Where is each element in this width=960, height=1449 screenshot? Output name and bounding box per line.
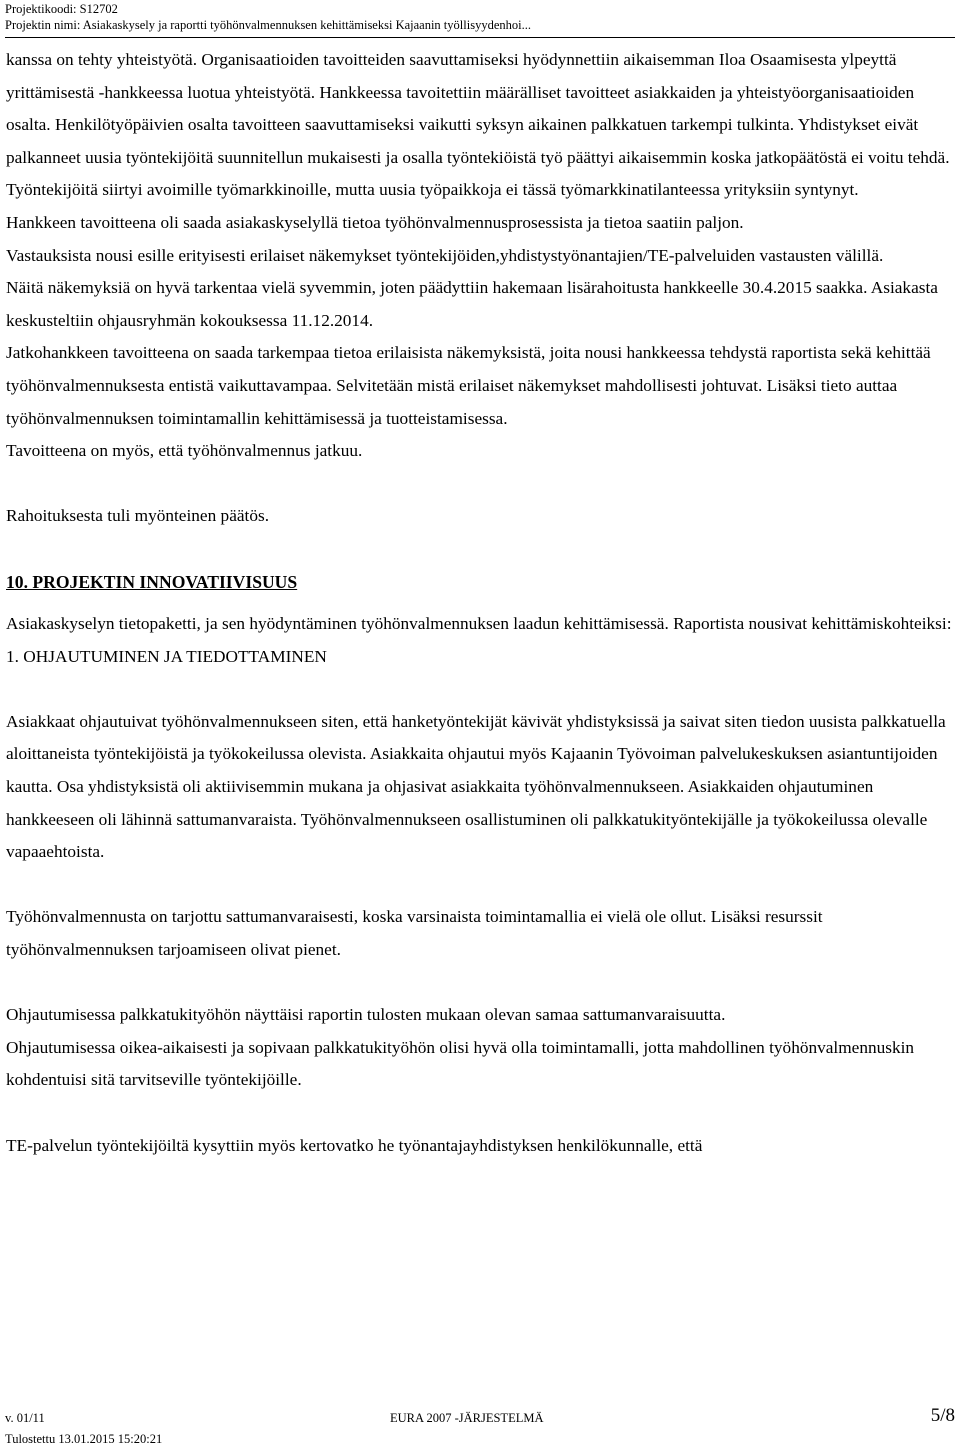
section-intro: Asiakaskyselyn tietopaketti, ja sen hyödyntäminen työhönvalmennuksen laadun kehittämisessä. Raportista nousivat kehittämiskohteiksi:: [6, 614, 952, 634]
paragraph-random-offering: Työhönvalmennusta on tarjottu sattumanvaraisesti, koska varsinaista toimintamallia ei vielä ole ollut. Lisäksi resurssit työhönvalmennuksen tarjoamiseen olivat pienet.: [6, 907, 823, 960]
header-divider: [5, 37, 955, 38]
paragraph-goal: Hankkeen tavoitteena oli saada asiakaskyselyllä tietoa työhönvalmennusprosessista ja tietoa saatiin paljon.: [6, 212, 744, 232]
body-text: [6, 44, 954, 566]
paragraph-employment: Työntekijöitä siirtyi avoimille työmarkkinoille, mutta uusia työpaikkoja ei tässä työmarkkinatilanteessa yrityksiin syntynyt.: [6, 180, 859, 200]
paragraph-responses: Vastauksista nousi esille erityisesti erilaiset näkemykset työntekijöiden,yhdistystyönantajien/TE-palveluiden vastausten välillä.: [6, 245, 884, 265]
section-heading: 10. PROJEKTIN INNOVATIIVISUUS: [6, 571, 298, 592]
item-title: 1. OHJAUTUMINEN JA TIEDOTTAMINEN: [6, 646, 327, 666]
footer-version: v. 01/11: [5, 1411, 45, 1425]
project-name: Projektin nimi: Asiakaskysely ja raportti työhönvalmennuksen kehittämiseksi Kajaanin työllisyydenhoi...: [5, 18, 531, 32]
paragraph-guidance-model: Ohjautumisessa oikea-aikaisesti ja sopivaan palkkatukityöhön olisi hyvä olla toimintamalli, jotta mahdollinen työhönvalmennuskin kohdentuisi sitä tarvitseville työntekijöille.: [6, 1037, 915, 1090]
page-number: 5/8: [930, 1405, 955, 1426]
project-code: Projektikoodi: S12702: [5, 2, 118, 16]
paragraph-views: Näitä näkemyksiä on hyvä tarkentaa vielä syvemmin, joten päädyttiin hakemaan lisärahoitusta hankkeelle 30.4.2015 saakka. Asiakasta keskusteltiin ohjausryhmän kokouksessa 11.12.2014.: [6, 278, 938, 330]
paragraph-funding: Rahoituksesta tuli myönteinen päätös.: [6, 506, 270, 526]
footer-printed: Tulostettu 13.01.2015 15:20:21: [5, 1432, 163, 1446]
paragraph-guidance: Asiakkaat ohjautuivat työhönvalmennukseen siten, että hanketyöntekijät kävivät yhdistyksissä ja saivat siten tiedon uusista palkkatuella aloittaneista työntekijöistä ja työkokeilussa olevista. Asiakkaita ohjautui myös Kajaanin Työvoiman palvelukeskuksen asiantuntijoiden kautta. Osa yhdistyksistä oli aktiivisemmin mukana ja ohjasivat asiakkaita työhönvalmennukseen. Asiakkaiden ohjautuminen hankkeeseen oli lähinnä sattumanvaraista. Työhönvalmennukseen osallistuminen oli palkkatukityöntekijälle ja työkokeilussa olevalle vapaaehtoista.: [6, 711, 946, 862]
paragraph-cooperation: kanssa on tehty yhteistyötä. Organisaatioiden tavoitteiden saavuttamiseksi hyödynnettiin aikaisemman Iloa Osaamisesta ylpeyttä yrittämisestä -hankkeessa luotua yhteistyötä. Hankkeessa tavoitettiin määrälliset tavoitteet asiakkaiden ja yhteistyöorganisaatioiden osalta. Henkilötyöpäivien osalta tavoitteen saavuttamiseksi vaikutti syksyn aikainen palkkatuen tarkempi tulkinta. Yhdistykset eivät palkanneet uusia työntekijöitä suunnitellun mukaisesti ja osalla työntekiöistä työ päättyi aikaisemmin koska jatkopäätöstä ei voitu tehdä.: [6, 50, 950, 167]
section-body: [6, 608, 954, 1162]
document-body: [6, 44, 954, 1162]
paragraph-follow-up: Jatkohankkeen tavoitteena on saada tarkempaa tietoa erilaisista näkemyksistä, joita nousi hankkeessa tehdystä raportista sekä kehittää työhönvalmennuksesta entistä vaikuttavampaa. Selvitetään mistä erilaiset näkemykset mahdollisesti johtuvat. Lisäksi tieto auttaa työhönvalmennuksen toimintamallin kehittämisessä ja tuotteistamisessa.: [6, 343, 931, 428]
page-footer: [5, 1404, 955, 1448]
paragraph-continuation: Tavoitteena on myös, että työhönvalmennus jatkuu.: [6, 441, 363, 461]
paragraph-te-services: TE-palvelun työntekijöiltä kysyttiin myös kertovatko he työnantajayhdistyksen henkilökunnalle, että: [6, 1135, 703, 1155]
page-header: [5, 1, 955, 33]
footer-system: EURA 2007 -JÄRJESTELMÄ: [390, 1411, 544, 1425]
paragraph-guidance-wage: Ohjautumisessa palkkatukityöhön näyttäisi raportin tulosten mukaan olevan samaa sattumanvaraisuutta.: [6, 1005, 726, 1025]
